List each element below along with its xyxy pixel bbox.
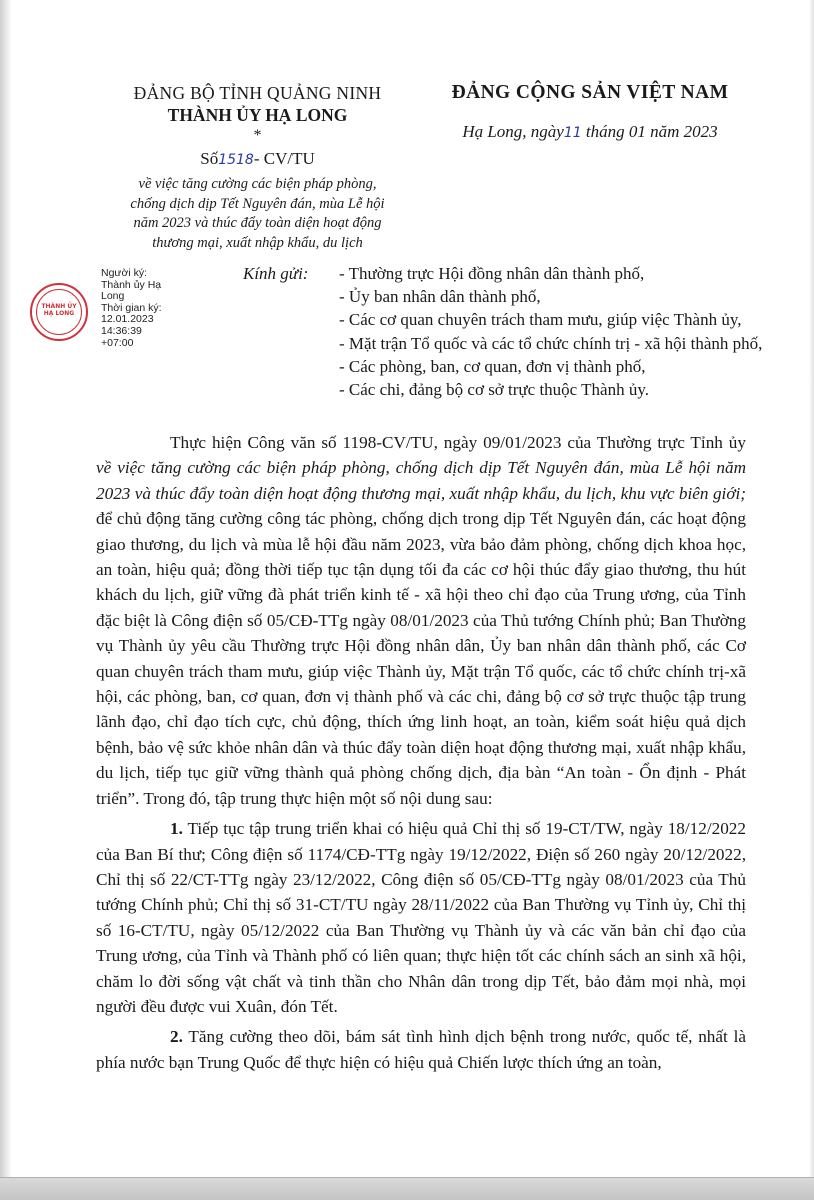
document-number-prefix: Số: [200, 149, 219, 168]
red-seal-stamp: [30, 283, 88, 341]
document-number-handwritten: 1518: [218, 152, 254, 168]
intro-text-rest: để chủ động tăng cường công tác phòng, chống dịch trong dịp Tết Nguyên đán, các hoạt động giao thương, du lịch và mùa lễ hội đầu năm 2023, vừa bảo đảm phòng, chống dịch khoa học, an toàn, hiệu quả; đồng thời tiếp tục tận dụng tối đa các cơ hội thúc đẩy giao thương, thu hút khách du lịch, giữ vững đà phát triển kinh tế - xã hội theo chỉ đạo của Trung ương, của Tỉnh đặc biệt là Công điện số 05/CĐ-TTg ngày 08/01/2023 của Thủ tướng Chính phủ; Ban Thường vụ Thành ủy yêu cầu Thường trực Hội đồng nhân dân, Ủy ban nhân dân thành phố, các Cơ quan chuyên trách tham mưu, giúp việc Thành ủy, Mặt trận Tổ quốc, các tổ chức chính trị-xã hội, các phòng, ban, cơ quan, đơn vị thành phố và các chi, đảng bộ cơ sở trực thuộc tập trung lãnh đạo, chỉ đạo tích cực, chủ động, thích ứng linh hoạt, an toàn, kiểm soát hiệu quả dịch bệnh, bảo vệ sức khỏe nhân dân và thúc đẩy toàn diện hoạt động thương mại, xuất nhập khẩu, du lịch, tiếp tục giữ vững thành quả phòng chống dịch, địa bàn “An toàn - Ổn định - Phát triển”. Trong đó, tập trung thực hiện một số nội dung sau:: [96, 509, 746, 808]
signature-line: +07:00: [101, 336, 134, 349]
place-date: [430, 120, 750, 145]
document-body: [96, 430, 746, 1075]
salutation-label: Kính gửi:: [243, 264, 309, 283]
recipient-item: - Các chi, đảng bộ cơ sở trực thuộc Thành ủy.: [339, 379, 649, 399]
document-subject: [115, 175, 400, 253]
intro-paragraph: [96, 430, 746, 811]
signature-line: Long: [101, 290, 125, 303]
recipient-item: - Các phòng, ban, cơ quan, đơn vị thành phố,: [339, 356, 646, 376]
signature-line: 14:36:39: [101, 324, 142, 337]
issuer-parent-org: ĐẢNG BỘ TỈNH QUẢNG NINH: [133, 83, 382, 103]
issuer-org: THÀNH ỦY HẠ LONG: [167, 105, 348, 125]
digital-signature-info: [101, 268, 193, 349]
recipient-list: [339, 262, 779, 401]
signature-line: 12.01.2023: [101, 313, 154, 326]
seal-text: THÀNH ỦY HẠ LONG: [41, 303, 77, 317]
item-paragraph-1: [96, 816, 746, 1019]
item-paragraph-2: [96, 1024, 746, 1075]
signature-line: Người ký:: [101, 267, 148, 279]
document-number: [115, 146, 400, 173]
item-text: Tăng cường theo dõi, bám sát tình hình dịch bệnh trong nước, quốc tế, nhất là phía nước bạn Trung Quốc để thực hiện có hiệu quả Chiến lược thích ứng an toàn,: [96, 1027, 746, 1072]
recipient-item: - Ủy ban nhân dân thành phố,: [339, 287, 541, 307]
recipient-item: - Thường trực Hội đồng nhân dân thành phố,: [339, 264, 645, 283]
intro-text: Thực hiện Công văn số 1198-CV/TU, ngày 09/01/2023 của Thường trực Tỉnh ủy: [170, 433, 746, 452]
item-number: 2.: [170, 1027, 183, 1047]
date-prefix: Hạ Long, ngày: [462, 122, 564, 141]
signature-line: Thành ủy Hạ: [101, 278, 162, 291]
page-bottom-edge: [0, 1177, 814, 1200]
issuer-block: [115, 82, 400, 253]
intro-italic-text: về việc tăng cường các biện pháp phòng, chống dịch dịp Tết Nguyên đán, mùa Lễ hội năm 2023 và thúc đẩy toàn diện hoạt động thương mại, xuất nhập khẩu, du lịch, khu vực biên giới;: [96, 458, 746, 503]
party-block: [430, 80, 750, 145]
subject-line: năm 2023 và thúc đẩy toàn diện hoạt động: [133, 215, 382, 231]
date-day-handwritten: 11: [563, 125, 582, 141]
item-text: Tiếp tục tập trung triển khai có hiệu quả Chỉ thị số 19-CT/TW, ngày 18/12/2022 của Ban Bí thư; Công điện số 1174/CĐ-TTg ngày 19/12/2022, Điện số 260 ngày 20/12/2022, Chỉ thị số 22/CT-TTg ngày 23/12/2022, Công điện số 05/CĐ-TTg ngày 08/01/2023 của Thủ tướng Chính phủ; Chỉ thị số 31-CT/TU ngày 28/11/2022 của Ban Thường vụ Tỉnh ủy, Chỉ thị số 16-CT/TU, ngày 05/12/2022 của Ban Thường vụ Thành ủy và các văn bản chỉ đạo của Trung ương, của Tỉnh và Thành phố có liên quan; thực hiện tốt các chính sách an sinh xã hội, chăm lo đời sống vật chất và tinh thần cho Nhân dân trong dịp Tết, bảo đảm mọi nhà, mọi người đều được vui Xuân, đón Tết.: [96, 819, 746, 1016]
item-number: 1.: [170, 819, 183, 839]
subject-line: thương mại, xuất nhập khẩu, du lịch: [152, 234, 363, 251]
document-number-suffix: - CV/TU: [253, 149, 315, 168]
recipient-item: - Mặt trận Tổ quốc và các tổ chức chính trị - xã hội thành phố,: [339, 333, 763, 353]
signature-line: Thời gian ký:: [101, 301, 162, 314]
issuer-star: *: [253, 127, 262, 144]
page-shadow-left: [0, 0, 12, 1178]
date-suffix: tháng 01 năm 2023: [585, 122, 718, 141]
subject-line: chống dịch dịp Tết Nguyên đán, mùa Lễ hội: [130, 195, 385, 212]
recipient-item: - Các cơ quan chuyên trách tham mưu, giúp việc Thành ủy,: [339, 310, 742, 330]
party-name: ĐẢNG CỘNG SẢN VIỆT NAM: [451, 82, 729, 103]
subject-line: về việc tăng cường các biện pháp phòng,: [138, 176, 377, 192]
page-shadow-right: [809, 0, 814, 1178]
